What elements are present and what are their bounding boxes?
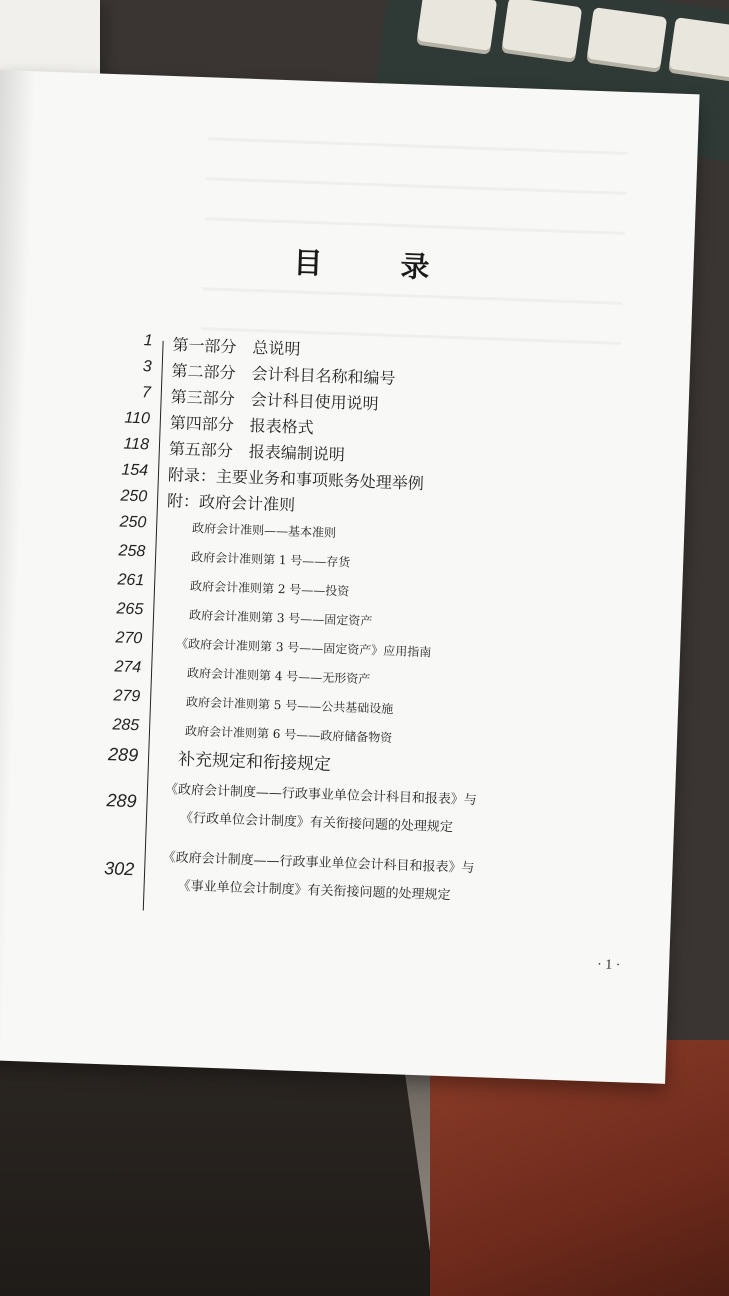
toc-page-number: 250 <box>120 487 148 506</box>
toc-page-number: 302 <box>103 858 135 880</box>
toc-entry-title: 政府会计准则第 3 号——固定资产 <box>188 607 373 629</box>
toc-entry-title: 附录：主要业务和事项账务处理举例 <box>167 465 425 494</box>
floor <box>0 1050 470 1296</box>
toc-entry-title: 政府会计准则第 5 号——公共基础设施 <box>185 694 394 717</box>
bleed-through <box>205 217 625 235</box>
bleed-through <box>208 137 628 155</box>
book-page <box>0 70 700 1084</box>
bleed-through <box>206 177 626 195</box>
toc-entry-title: 《政府会计准则第 3 号——固定资产》应用指南 <box>175 636 432 660</box>
toc-page-number: 7 <box>141 384 152 402</box>
toc-entry-title: 第五部分 报表编制说明 <box>168 439 346 465</box>
toc-entry-title: 《政府会计制度——行政事业单位会计科目和报表》与 <box>162 850 475 877</box>
bleed-through <box>202 287 622 305</box>
keycap <box>587 7 668 69</box>
toc-page-number: 261 <box>117 571 145 590</box>
toc-entry-title: 《政府会计制度——行政事业单位会计科目和报表》与 <box>164 782 478 809</box>
toc-page-number: 274 <box>114 658 142 677</box>
toc-entry-title: 第一部分 总说明 <box>172 335 301 359</box>
toc-entry-title: 政府会计准则第 2 号——投资 <box>189 578 350 599</box>
toc-entry-title: 第三部分 会计科目使用说明 <box>170 387 379 414</box>
toc-entry-title: 政府会计准则第 6 号——政府储备物资 <box>184 723 393 746</box>
toc-entry-title: 第四部分 报表格式 <box>169 413 315 438</box>
keycap <box>502 0 583 59</box>
toc-entry-title: 第二部分 会计科目名称和编号 <box>171 361 396 388</box>
toc-page-number: 110 <box>124 409 151 428</box>
toc-page-number: 118 <box>123 435 150 454</box>
toc-page-number: 265 <box>116 600 144 619</box>
toc-page-number: 250 <box>119 513 147 532</box>
toc-entry-title: 《行政单位会计制度》有关衔接问题的处理规定 <box>179 810 454 836</box>
toc-entry-title: 政府会计准则第 4 号——无形资产 <box>186 665 371 687</box>
toc-entry-title: 《事业单位会计制度》有关衔接问题的处理规定 <box>177 878 451 904</box>
toc-page-number: 279 <box>113 687 141 706</box>
toc-page-number: 285 <box>112 716 140 735</box>
toc-title: 目 录 <box>292 245 465 286</box>
page-number: · 1 · <box>596 957 621 974</box>
toc-entry-title: 附：政府会计准则 <box>166 491 296 515</box>
toc-entry-title: 政府会计准则第 1 号——存货 <box>190 549 351 570</box>
toc-page-number: 258 <box>118 542 146 561</box>
toc-page-number: 1 <box>143 332 153 350</box>
toc-entry-title: 补充规定和衔接规定 <box>177 749 332 775</box>
toc-page-number: 270 <box>115 629 143 648</box>
toc-page-number: 289 <box>107 744 139 766</box>
toc-page-number: 289 <box>106 790 137 812</box>
keycap <box>669 17 729 79</box>
toc-page-number: 154 <box>121 461 149 480</box>
toc-page-number: 3 <box>142 358 153 376</box>
toc-entry-title: 政府会计准则——基本准则 <box>191 520 337 541</box>
